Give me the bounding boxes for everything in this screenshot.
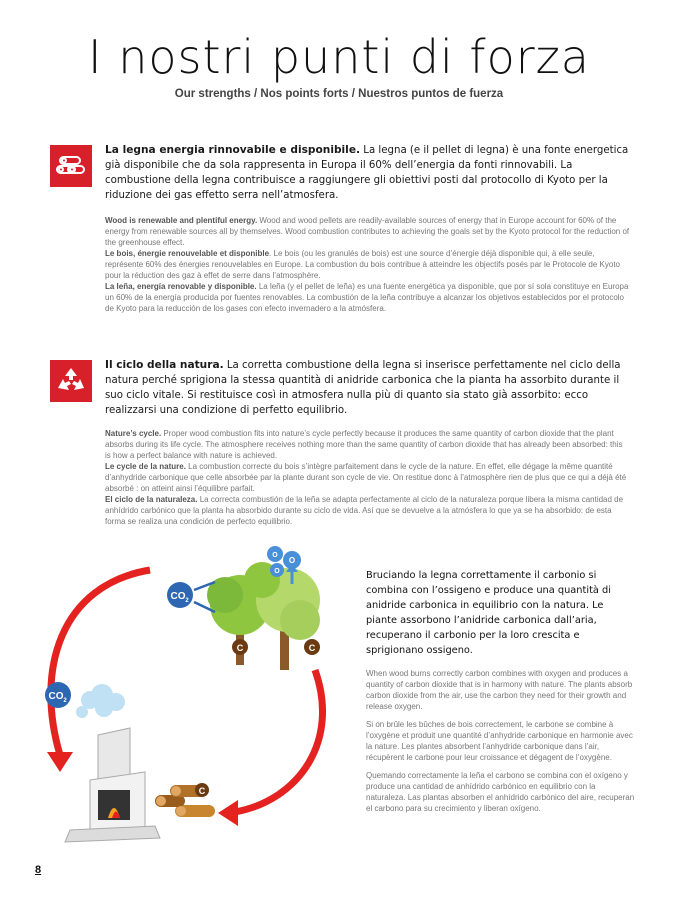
logs-icon bbox=[50, 145, 92, 187]
section-renewable bbox=[105, 143, 630, 314]
carbon-label-tree-2: C bbox=[308, 643, 316, 653]
fr-text: La combustion correcte du bois s’intègre parfaitement dans le cycle de la nature. En effet, elle dégage la même quantité d’anhydride carbonique que celle absorbée par la plante durant son cycle de vie. On restitue donc à l’atmosphère rien de plus que ce qui a déjà été absorbé : on atteint ainsi l’équilibre parfait. bbox=[105, 462, 627, 493]
fr-heading: Le bois, énergie renouvelable et disponible bbox=[105, 249, 270, 258]
carbon-label-tree-1: C bbox=[236, 643, 244, 653]
section-renewable-fr bbox=[105, 248, 630, 281]
section-cycle-lead bbox=[105, 358, 630, 418]
cycle-fr: Si on brûle les bûches de bois correctement, le carbone se combine à l’oxygène et produit une quantité d’anhydride carbonique en harmonie avec la nature. Les plantes absorbent l’anhydride carbonique dans l’air, récupèrent le carbone pour leur croissance et dégagent de l’oxygène. bbox=[366, 720, 633, 762]
es-text: La leña (y el pellet de leña) es una fuente energética ya disponible, que por sí sola constituye en Europa un 60% de la energía producida por fuentes renovables. La combustión de la leña contribuye a alcanzar los objetivos establecidos por el protocolo de Kyoto para la reducción de los gases con efecto invernadero a la atmósfera. bbox=[105, 282, 629, 313]
o2-label-2: O bbox=[288, 556, 296, 565]
section-cycle-text: La corretta combustione della legna si inserisce perfettamente nel ciclo della natura perché sprigiona la stessa quantità di anidride carbonica che la pianta ha assorbito durante il suo ciclo vitale. Si restituisce così in atmosfera nulla più di quanto sia stato già assorbito: ecco realizzarsi una condizione di perfetto equilibrio. bbox=[105, 360, 621, 416]
fr-text: . Le bois (ou les granulés de bois) est une source d’énergie déjà disponible qui, à elle seule, représente 60% des énergies renouvelables en Europe. La combustion du bois contribue à atteindre les objectifs posés par le Protocole de Kyoto pour la réduction des gaz à effet de serre dans l’atmosphère. bbox=[105, 249, 620, 280]
section-renewable-heading: La legna energia rinnovabile e disponibile. bbox=[105, 144, 361, 156]
section-renewable-en bbox=[105, 215, 630, 248]
cycle-en: When wood burns correctly carbon combines with oxygen and produces a quantity of carbon dioxide that is in harmony with nature. The plants absorb carbon dioxide from the air, use the carbon they need for their growth and release oxygen. bbox=[366, 669, 633, 711]
carbon-label-logs: C bbox=[198, 786, 206, 796]
smoke-cloud bbox=[76, 684, 125, 718]
cycle-es: Quemando correctamente la leña el carbono se combina con el oxígeno y produce una cantidad de anhídrido carbónico en equilibrio con la naturaleza. Las plantas absorben el anhídrido carbónico del aire, recuperan el carbono para su crecimiento y liberan oxígeno. bbox=[366, 771, 635, 813]
co2-label-arc: CO bbox=[48, 691, 64, 702]
cycle-arrowhead-right bbox=[218, 800, 238, 826]
o2-label-3: O bbox=[274, 568, 280, 575]
section-cycle-es bbox=[105, 494, 630, 527]
es-text: La correcta combustión de la leña se adapta perfectamente al ciclo de la naturaleza porque libera la misma cantidad de anhídrido carbónico que la planta ha absorbido durante su ciclo de vida. Así que se devuelve a la atmósfera lo que ya se ha absorbido: de esta forma se realiza una condición de perfecto equilibrio. bbox=[105, 495, 624, 526]
cycle-description bbox=[366, 568, 636, 821]
fireplace bbox=[65, 728, 160, 842]
cycle-arrow-right bbox=[235, 670, 323, 812]
section-cycle-fr bbox=[105, 461, 630, 494]
fr-heading: Le cycle de la nature. bbox=[105, 462, 186, 471]
o2-label-1: O bbox=[272, 552, 278, 559]
cycle-arrow-left bbox=[48, 570, 150, 755]
en-text: Wood and wood pellets are readily-available sources of energy that in Europe account for 60% of the energy from renewable sources all by themselves. Wood combustion contributes to achieving the goals set by the Kyoto protocol for the reduction of the greenhouse effect. bbox=[105, 216, 630, 247]
page-title: I nostri punti di forza bbox=[88, 30, 590, 84]
es-heading: El ciclo de la naturaleza. bbox=[105, 495, 198, 504]
page-number: 8 bbox=[35, 864, 42, 876]
en-heading: Wood is renewable and plentiful energy. bbox=[105, 216, 258, 225]
es-heading: La leña, energía renovable y disponible. bbox=[105, 282, 257, 291]
carbon-cycle-illustration bbox=[30, 540, 360, 850]
co2-label-tree: CO bbox=[170, 591, 186, 602]
trees bbox=[207, 562, 320, 670]
co2-sub-arc: 2 bbox=[63, 698, 67, 704]
log-pile bbox=[155, 783, 215, 817]
section-renewable-lead bbox=[105, 143, 630, 203]
cycle-arrowhead-left bbox=[47, 752, 73, 772]
en-text: Proper wood combustion fits into nature’s cycle perfectly because it produces the same quantity of carbon dioxide that the plant absorbs during its life cycle. The atmosphere receives nothing more than the same quantity of carbon dioxide that has already been absorbed: this is how a perfect balance with nature is achieved. bbox=[105, 429, 623, 460]
section-cycle-en bbox=[105, 428, 630, 461]
section-cycle-heading: Il ciclo della natura. bbox=[105, 359, 224, 371]
en-heading: Nature’s cycle. bbox=[105, 429, 162, 438]
section-cycle bbox=[105, 358, 630, 527]
page-subtitle: Our strengths / Nos points forts / Nuestros puntos de fuerza bbox=[174, 88, 504, 100]
recycle-icon bbox=[50, 360, 92, 402]
cycle-lead: Bruciando la legna correttamente il carbonio si combina con l’ossigeno e produce una quantità di anidride carbonica in equilibrio con la natura. Le piante assorbono l’anidride carbonica dall’aria, recuperano il carbonio per la loro crescita e sprigionano ossigeno. bbox=[366, 570, 611, 656]
section-renewable-es bbox=[105, 281, 630, 314]
section-renewable-text: La legna (e il pellet di legna) è una fonte energetica già disponibile che da sola rappresenta in Europa il 60% dell’energia da fonti rinnovabili. La combustione della legna contribuisce a raggiungere gli obiettivi posti dal protocollo di Kyoto per la riduzione dei gas effetto serra nell’atmosfera. bbox=[105, 145, 629, 201]
co2-sub-tree: 2 bbox=[185, 598, 189, 604]
